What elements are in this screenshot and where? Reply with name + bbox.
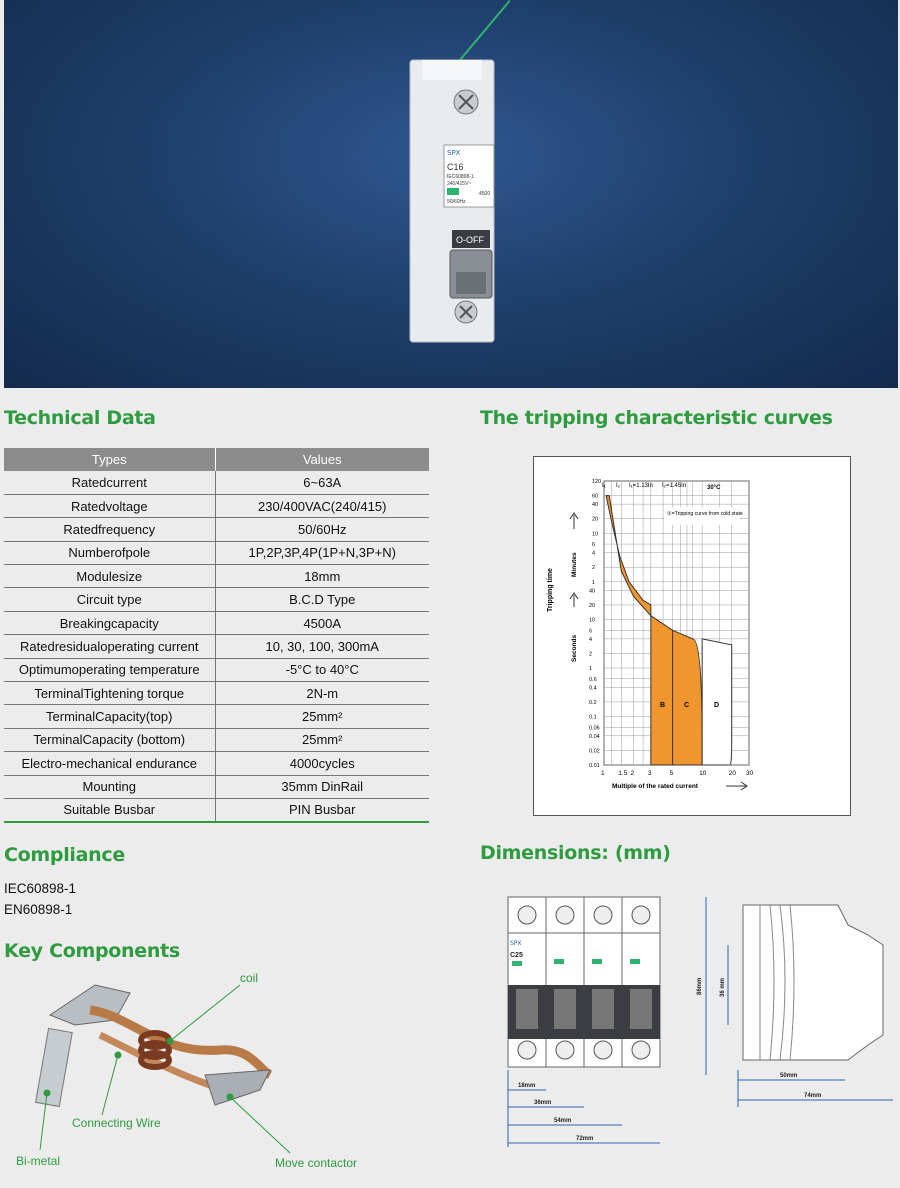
y-tick-label: 0.06 — [589, 725, 600, 732]
table-row — [4, 682, 429, 705]
row-type: Breakingcapacity — [4, 611, 215, 634]
row-type: Ratedvoltage — [4, 494, 215, 517]
row-type: Mounting — [4, 775, 215, 798]
x-axis-label: Multiple of the rated current — [612, 783, 698, 790]
dim-50: 50mm — [780, 1073, 798, 1079]
row-value: 4500A — [215, 611, 429, 634]
row-value: 6~63A — [215, 471, 429, 494]
x-tick-label: 5 — [669, 770, 674, 777]
table-header-values: Values — [215, 448, 429, 471]
table-row — [4, 565, 429, 588]
header-i1: I₁ — [602, 483, 606, 489]
y-tick-label: 60 — [592, 493, 599, 500]
dim-54: 54mm — [554, 1118, 572, 1124]
curve-label-d: D — [714, 702, 720, 709]
row-value: 25mm² — [215, 705, 429, 728]
row-type: TerminalCapacity(top) — [4, 705, 215, 728]
table-row — [4, 775, 429, 798]
row-value: 35mm DinRail — [215, 775, 429, 798]
row-value: 4000cycles — [215, 752, 429, 775]
row-type: Suitable Busbar — [4, 798, 215, 821]
y-tick-label: 40 — [592, 502, 599, 509]
y-tick-label: 0.02 — [589, 748, 600, 755]
y-tick-label: 10 — [592, 531, 599, 538]
y-tick-label: 2 — [592, 565, 596, 572]
x-tick-label: 1.5 — [618, 770, 628, 777]
x-tick-label: 20 — [728, 770, 736, 777]
label-connecting-wire: Connecting Wire — [72, 1116, 161, 1130]
table-row — [4, 752, 429, 775]
dimensions-title: Dimensions: (mm) — [480, 842, 671, 864]
y-tick-label: 120 — [592, 479, 602, 485]
curve-label-c: C — [684, 702, 690, 709]
dim-86: 86mm — [697, 977, 703, 995]
label-coil: coil — [240, 971, 259, 985]
row-type: Ratedresidualoperating current — [4, 635, 215, 658]
x-tick-label: 2 — [630, 770, 635, 777]
row-value: 50/60Hz — [215, 518, 429, 541]
y-tick-label: 20 — [589, 602, 596, 609]
y-tick-label: 40 — [589, 588, 596, 595]
table-row — [4, 471, 429, 494]
row-value: 10, 30, 100, 300mA — [215, 635, 429, 658]
row-type: TerminalCapacity (bottom) — [4, 728, 215, 751]
dim-36-height: 36 mm — [720, 977, 726, 997]
technical-data-table — [4, 448, 429, 823]
row-value: 18mm — [215, 565, 429, 588]
technical-data-title: Technical Data — [4, 407, 156, 429]
row-type: Optimumoperating temperature — [4, 658, 215, 681]
row-type: Ratedcurrent — [4, 471, 215, 494]
row-type: Numberofpole — [4, 541, 215, 564]
y-tick-label: 1 — [589, 666, 593, 673]
y-tick-label: 0.1 — [589, 714, 597, 721]
row-value: 2N-m — [215, 682, 429, 705]
y-tick-label: 1 — [592, 579, 596, 586]
x-tick-label: 10 — [699, 770, 707, 777]
y-tick-label: 10 — [589, 617, 596, 624]
product-hero — [4, 0, 898, 388]
x-tick-label: 1 — [601, 770, 605, 777]
row-type: Electro-mechanical endurance — [4, 752, 215, 775]
svg-text:50/60Hz: 50/60Hz — [447, 199, 466, 205]
header-i2-eq: I₂=1.45In — [662, 483, 687, 489]
dim-36: 36mm — [534, 1100, 552, 1106]
y-axis-label: Tripping time — [547, 568, 554, 612]
breaker-product-image — [4, 0, 898, 388]
row-value: 1P,2P,3P,4P(1P+N,3P+N) — [215, 541, 429, 564]
compliance-item: EN60898-1 — [4, 902, 73, 917]
row-value: 230/400VAC(240/415) — [215, 494, 429, 517]
dims-brand: SPX — [510, 940, 522, 947]
row-value: 25mm² — [215, 728, 429, 751]
header-i2: I₂ — [616, 483, 620, 489]
label-move-contactor: Move contactor — [275, 1156, 358, 1170]
svg-text:240/415V~: 240/415V~ — [447, 181, 472, 187]
row-value: -5°C to 40°C — [215, 658, 429, 681]
table-header-types: Types — [4, 448, 215, 471]
y-tick-label: 4 — [589, 636, 593, 643]
y-tick-label: 2 — [589, 651, 593, 658]
table-row — [4, 705, 429, 728]
row-type: Circuit type — [4, 588, 215, 611]
row-type: Modulesize — [4, 565, 215, 588]
y-tick-label: 20 — [592, 516, 599, 523]
table-row — [4, 494, 429, 517]
y-tick-label: 0.04 — [589, 733, 600, 740]
dim-72: 72mm — [576, 1136, 594, 1142]
y-unit-seconds: Seconds — [571, 634, 578, 662]
tripping-curve-svg — [534, 457, 852, 817]
table-row — [4, 798, 429, 821]
table-row — [4, 658, 429, 681]
x-tick-label: 30 — [746, 770, 754, 777]
table-row — [4, 611, 429, 634]
y-tick-label: 0.6 — [589, 676, 597, 683]
curve-note: ①=Tripping curve from cold state — [667, 511, 743, 517]
header-temp: 30°C — [707, 485, 721, 491]
svg-text:4500: 4500 — [479, 191, 491, 197]
dims-model: C25 — [510, 952, 523, 959]
breaker-brand: SPX — [447, 149, 461, 157]
key-components-image — [20, 975, 320, 1175]
off-label: O-OFF — [456, 235, 484, 245]
dimensions-drawing — [498, 885, 898, 1185]
y-unit-minutes: Minutes — [571, 552, 578, 577]
row-type: TerminalTightening torque — [4, 682, 215, 705]
y-tick-label: 6 — [592, 542, 596, 549]
row-type: Ratedfrequency — [4, 518, 215, 541]
y-tick-label: 0.01 — [589, 763, 600, 769]
table-row — [4, 518, 429, 541]
label-bi-metal: Bi-metal — [16, 1154, 61, 1168]
curve-label-b: B — [660, 702, 666, 709]
header-i1-eq: I₁=1.13In — [629, 483, 653, 489]
x-tick-label: 3 — [647, 770, 652, 777]
row-value: B.C.D Type — [215, 588, 429, 611]
table-row — [4, 541, 429, 564]
curves-title: The tripping characteristic curves — [480, 407, 833, 429]
table-row — [4, 728, 429, 751]
row-value: PIN Busbar — [215, 798, 429, 821]
y-tick-label: 6 — [589, 628, 593, 635]
key-components-title: Key Components — [4, 940, 180, 962]
breaker-rating: C16 — [447, 162, 464, 172]
table-row — [4, 588, 429, 611]
tripping-curve-chart — [533, 456, 851, 816]
y-tick-label: 0.4 — [589, 685, 597, 692]
y-tick-label: 4 — [592, 550, 596, 557]
svg-text:IEC60898-1: IEC60898-1 — [447, 174, 474, 180]
dim-74: 74mm — [804, 1093, 822, 1099]
y-tick-label: 0.2 — [589, 699, 597, 706]
table-row — [4, 635, 429, 658]
compliance-item: IEC60898-1 — [4, 881, 77, 896]
dim-18: 18mm — [518, 1083, 536, 1089]
compliance-title: Compliance — [4, 844, 125, 866]
